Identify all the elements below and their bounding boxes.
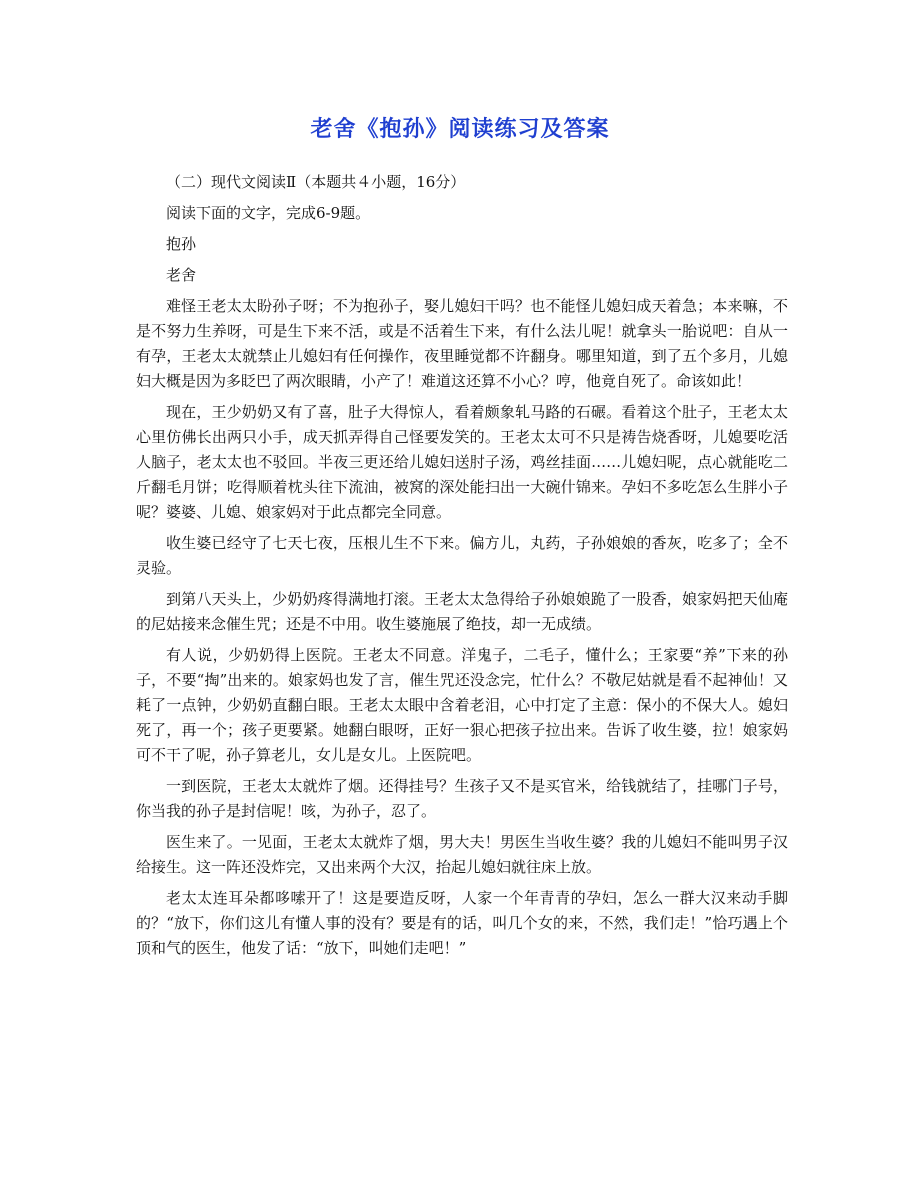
- document-body: [136, 170, 788, 967]
- paragraph: 难怪王老太太盼孙子呀；不为抱孙子，娶儿媳妇干吗？也不能怪儿媳妇成天着急；本来嘛，不是不努力生养呀，可是生下来不活，或是不活着生下来，有什么法儿呢！就拿头一胎说吧：自从一有孕，王老太太就禁止儿媳妇有任何操作，夜里睡觉都不许翻身。哪里知道，到了五个多月，儿媳妇大概是因为多眨巴了两次眼睛，小产了！难道这还算不小心？哼，他竟自死了。命该如此！: [136, 297, 788, 390]
- paragraph: 收生婆已经守了七天七夜，压根儿生不下来。偏方儿，丸药，子孙娘娘的香灰，吃多了；全不灵验。: [136, 534, 788, 577]
- paragraph: 现在，王少奶奶又有了喜，肚子大得惊人，看着颇象轧马路的石碾。看着这个肚子，王老太太心里仿佛长出两只小手，成天抓弄得自己怪要发笑的。王老太太可不只是祷告烧香呀，儿媳要吃活人脑子，老太太也不驳回。半夜三更还给儿媳妇送肘子汤，鸡丝挂面……儿媳妇呢，点心就能吃二斤翻毛月饼；吃得顺着枕头往下流油，被窝的深处能扫出一大碗什锦来。孕妇不多吃怎么生胖小子呢？婆婆、儿媳、娘家妈对于此点都完全同意。: [136, 403, 788, 521]
- paragraph: 到第八天头上，少奶奶疼得满地打滚。王老太太急得给子孙娘娘跪了一股香，娘家妈把天仙庵的尼姑接来念催生咒；还是不中用。收生婆施展了绝技，却一无成绩。: [136, 590, 788, 633]
- paragraph: 老太太连耳朵都哆嗦开了！这是要造反呀，人家一个年青青的孕妇，怎么一群大汉来动手脚的？“放下，你们这儿有懂人事的没有？要是有的话，叫几个女的来，不然，我们走！”恰巧遇上个顶和气的医生，他发了话：“放下，叫她们走吧！”: [136, 889, 788, 957]
- story-author: 老舍: [166, 266, 197, 284]
- story-title: 抱孙: [166, 235, 197, 253]
- paragraph: 阅读下面的文字，完成6-9题。: [166, 204, 371, 222]
- paragraph: 医生来了。一见面，王老太太就炸了烟，男大夫！男医生当收生婆？我的儿媳妇不能叫男子汉给接生。这一阵还没炸完，又出来两个大汉，抬起儿媳妇就往床上放。: [136, 833, 788, 876]
- document-title: 老舍《抱孙》阅读练习及答案: [310, 116, 610, 142]
- paragraph: （二）现代文阅读Ⅱ（本题共４小题，16分）: [166, 173, 466, 191]
- paragraph: 一到医院，王老太太就炸了烟。还得挂号？生孩子又不是买官米，给钱就结了，挂哪门子号，你当我的孙子是封信呢！咳，为孙子，忍了。: [136, 777, 788, 820]
- paragraph: 有人说，少奶奶得上医院。王老太不同意。洋鬼子，二毛子，懂什么；王家要“养”下来的孙子，不要“掏”出来的。娘家妈也发了言，催生咒还没念完，忙什么？不敬尼姑就是看不起神仙！又耗了一点钟，少奶奶直翻白眼。王老太太眼中含着老泪，心中打定了主意：保小的不保大人。媳妇死了，再一个；孩子更要紧。她翻白眼呀，正好一狠心把孩子拉出来。告诉了收生婆，拉！娘家妈可不干了呢，孙子算老儿，女儿是女儿。上医院吧。: [136, 646, 788, 764]
